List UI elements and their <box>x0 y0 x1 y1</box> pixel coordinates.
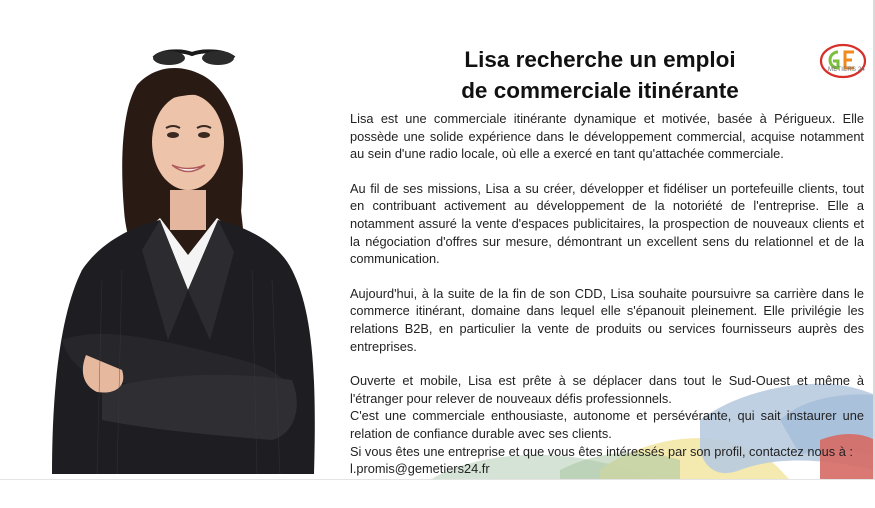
paragraph-mobility: Ouverte et mobile, Lisa est prête à se déplacer dans tout le Sud-Ouest et même à l'étranger pour relever de nouveaux défis professionnels. <box>350 373 864 406</box>
paragraph-missions: Au fil de ses missions, Lisa a su créer, développer et fidéliser un portefeuille clients, tout en contribuant activement au développement de la notoriété de l'entreprise. Elle a notamment assuré la vente d'espaces publicitaires, la prospection de nouveaux clients et la négociation d'offres sur mesure, démontrant un excellent sens du relationnel et de la communication. <box>350 180 864 267</box>
portrait-photo <box>42 40 322 474</box>
paragraph-goals: Aujourd'hui, à la suite de la fin de son CDD, Lisa souhaite poursuivre sa carrière dans le commerce itinérant, domaine dans lequel elle s'épanouit pleinement. Elle privilégie les relations B2B, en particulier la vente de produits ou services fournisseurs auprès des entreprises. <box>350 285 864 354</box>
logo-mark-icon <box>818 42 868 80</box>
gemetiers24-logo <box>818 42 868 80</box>
paragraph-intro: Lisa est une commerciale itinérante dynamique et motivée, basée à Périgueux. Elle possède une solide expérience dans le développement commercial, acquise notamment au sein d'une radio locale, où elle a exercé en tant qu'attachée commerciale. <box>350 111 864 162</box>
paragraph-contact: Si vous êtes une entreprise et que vous êtes intéressés par son profil, contactez nous à : l.promis@gemetiers24.fr <box>350 443 853 477</box>
title-line-1: Lisa recherche un emploi <box>464 47 736 72</box>
logo-subtitle: METIERS 24 <box>828 67 866 73</box>
title-line-2: de commerciale itinérante <box>461 78 739 103</box>
body-text <box>350 110 864 478</box>
paragraph-qualities: C'est une commerciale enthousiaste, autonome et persévérante, qui sait instaurer une relation de confiance durable avec ses clients. <box>350 408 864 441</box>
bottom-strip <box>0 479 875 508</box>
page-title <box>410 44 790 106</box>
